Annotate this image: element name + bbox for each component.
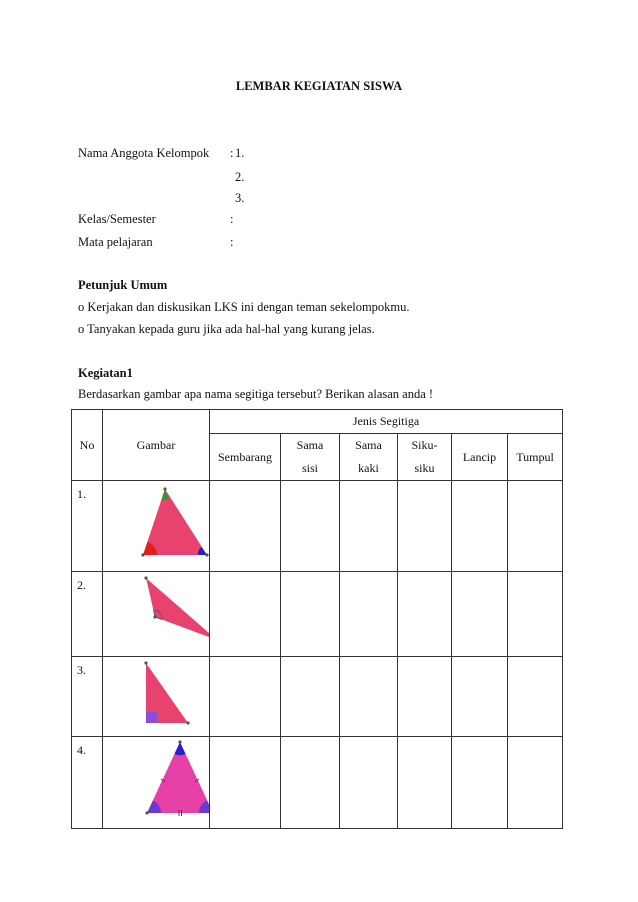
answer-cell[interactable]: [508, 481, 563, 572]
answer-cell[interactable]: [398, 657, 452, 737]
activity-heading: Kegiatan1: [78, 366, 133, 380]
answer-cell[interactable]: [210, 572, 281, 657]
isosceles-triangle-image: [103, 737, 209, 824]
member-1: 1.: [235, 146, 245, 160]
answer-cell[interactable]: [210, 737, 281, 829]
header-triangle-types: Jenis Segitiga: [210, 410, 563, 434]
member-3: 3.: [235, 191, 245, 205]
header-type-line2: siku: [414, 461, 435, 475]
answer-cell[interactable]: [508, 572, 563, 657]
right-triangle-image: [103, 657, 209, 732]
header-type-line1: Sama: [296, 438, 324, 452]
answer-cell[interactable]: [281, 572, 340, 657]
triangle-image-cell: [103, 737, 210, 829]
subject-separator: :: [230, 235, 234, 249]
header-type-line1: Siku-: [411, 438, 438, 452]
member-2: 2.: [235, 170, 245, 184]
triangle-image-cell: [103, 657, 210, 737]
header-image: Gambar: [103, 410, 210, 481]
page-title: LEMBAR KEGIATAN SISWA: [235, 79, 403, 93]
table-row: [72, 481, 563, 572]
instructions-heading: Petunjuk Umum: [78, 278, 168, 292]
class-separator: :: [230, 212, 234, 226]
header-type-sama-kaki: [340, 434, 398, 481]
header-type-line2: sisi: [301, 461, 318, 475]
subject-label: Mata pelajaran: [78, 235, 153, 249]
answer-cell[interactable]: [508, 737, 563, 829]
header-type-line1: Sama: [355, 438, 382, 452]
row-number: 4.: [72, 737, 103, 829]
header-type-line1: Sembarang: [218, 449, 272, 464]
answer-cell[interactable]: [340, 572, 398, 657]
answer-cell[interactable]: [398, 737, 452, 829]
row-number: 1.: [72, 481, 103, 572]
table-row: [72, 657, 563, 737]
class-label: Kelas/Semester: [78, 212, 156, 226]
header-no: No: [72, 410, 103, 481]
table-row: [72, 737, 563, 829]
answer-cell[interactable]: [398, 572, 452, 657]
answer-cell[interactable]: [452, 481, 508, 572]
answer-cell[interactable]: [281, 657, 340, 737]
instruction-item: o Kerjakan dan diskusikan LKS ini dengan teman sekelompokmu.: [78, 300, 410, 314]
answer-cell[interactable]: [452, 737, 508, 829]
activity-question: Berdasarkan gambar apa nama segitiga tersebut? Berikan alasan anda !: [78, 387, 434, 401]
answer-cell[interactable]: [210, 481, 281, 572]
answer-cell[interactable]: [508, 657, 563, 737]
instruction-item: o Tanyakan kepada guru jika ada hal-hal yang kurang jelas.: [78, 322, 375, 336]
header-type-tumpul: Tumpul: [508, 434, 563, 481]
acute-triangle-image: [103, 481, 209, 567]
answer-cell[interactable]: [281, 481, 340, 572]
answer-cell[interactable]: [340, 737, 398, 829]
answer-cell[interactable]: [452, 572, 508, 657]
row-number: 3.: [72, 657, 103, 737]
obtuse-triangle-image: [103, 572, 209, 652]
members-separator: :: [230, 146, 234, 160]
answer-cell[interactable]: [340, 657, 398, 737]
members-label: Nama Anggota Kelompok: [78, 146, 210, 160]
header-type-sembarang: [210, 434, 281, 481]
header-type-sama-sisi: [281, 434, 340, 481]
header-type-line2: kaki: [358, 461, 379, 475]
answer-cell[interactable]: [210, 657, 281, 737]
table-row: [72, 572, 563, 657]
header-type-lancip: Lancip: [452, 434, 508, 481]
triangle-image-cell: [103, 481, 210, 572]
header-type-siku-siku: [398, 434, 452, 481]
answer-cell[interactable]: [452, 657, 508, 737]
answer-cell[interactable]: [340, 481, 398, 572]
answer-cell[interactable]: [281, 737, 340, 829]
row-number: 2.: [72, 572, 103, 657]
triangle-image-cell: [103, 572, 210, 657]
triangle-classification-table: [71, 409, 563, 829]
answer-cell[interactable]: [398, 481, 452, 572]
